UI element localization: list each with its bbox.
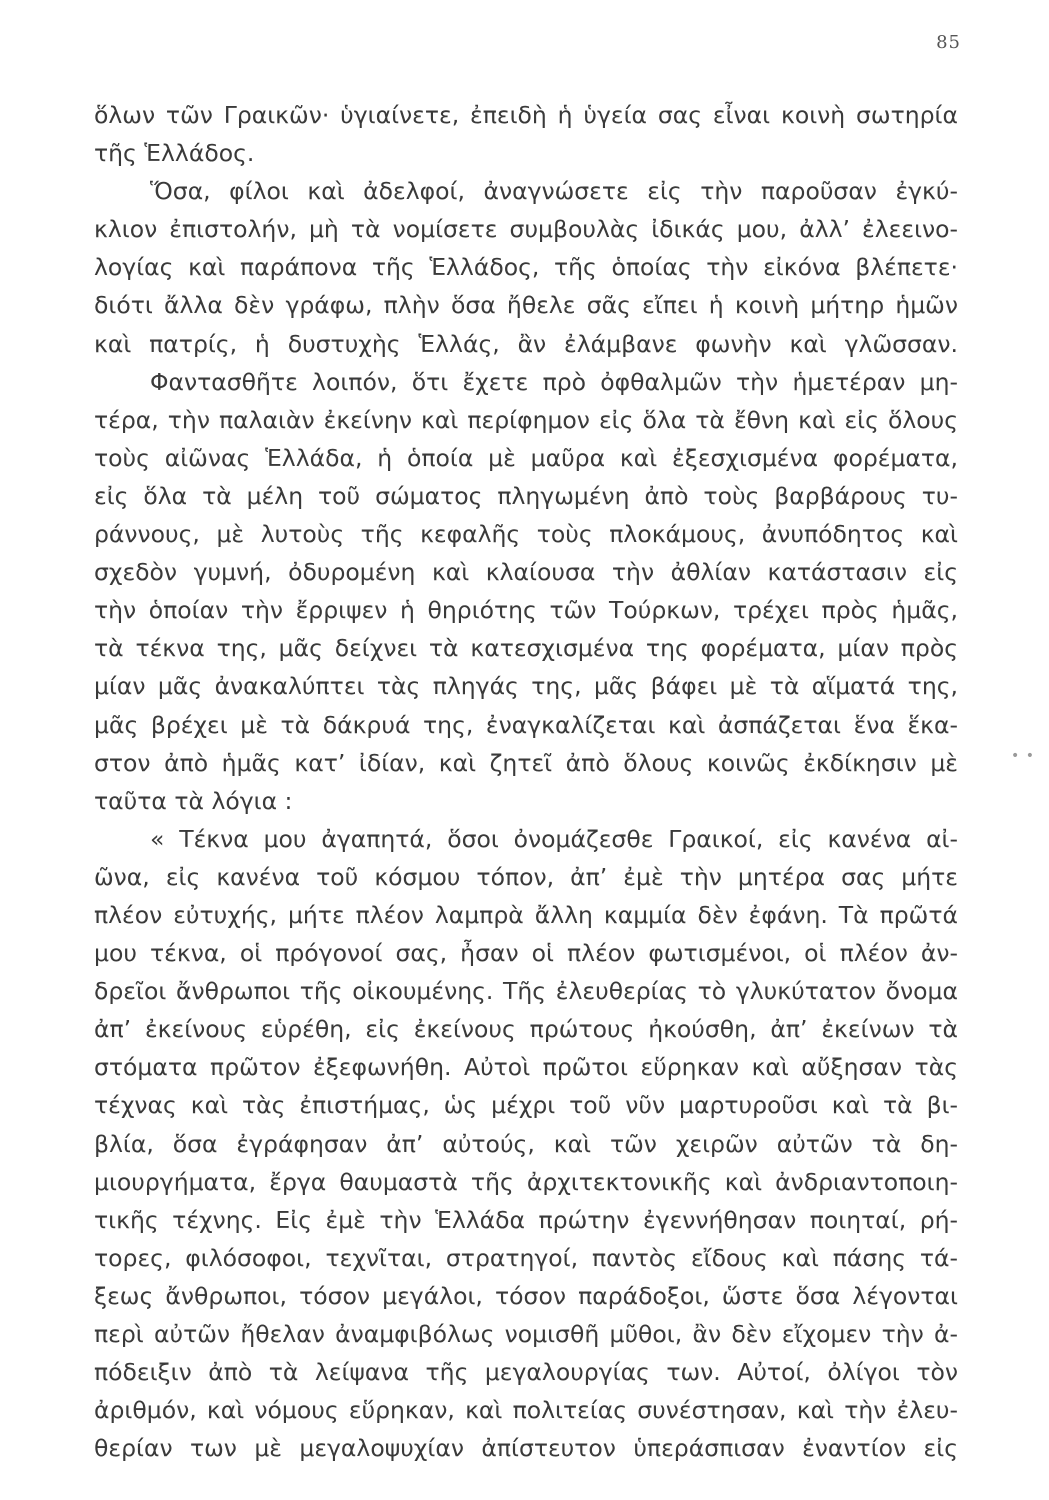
margin-mark: • • xyxy=(1011,748,1035,764)
text-line: θερίαν των μὲ μεγαλοψυχίαν ἀπίστευτον ὑπεράσπισαν ἐναντίον εἰς xyxy=(94,1434,958,1463)
text-line: τέρα, τὴν παλαιὰν ἐκείνην καὶ περίφημον εἰς ὅλα τὰ ἔθνη καὶ εἰς ὅλους xyxy=(94,405,958,434)
text-line: μᾶς βρέχει μὲ τὰ δάκρυά της, ἐναγκαλίζεται καὶ ἀσπάζεται ἕνα ἕκα- xyxy=(94,710,958,739)
text-line: τικῆς τέχνης. Εἰς ἐμὲ τὴν Ἑλλάδα πρώτην ἐγεννήθησαν ποιηταί, ρή- xyxy=(94,1205,958,1234)
text-line: ὅλων τῶν Γραικῶν· ὑγιαίνετε, ἐπειδὴ ἡ ὑγεία σας εἶναι κοινὴ σωτηρία xyxy=(94,101,958,129)
text-line: τὴν ὁποίαν τὴν ἔρριψεν ἡ θηριότης τῶν Τούρκων, τρέχει πρὸς ἡμᾶς, xyxy=(94,596,958,625)
text-line: περὶ αὐτῶν ἤθελαν ἀναμφιβόλως νομισθῆ μῦθοι, ἂν δὲν εἴχομεν τὴν ἀ- xyxy=(94,1320,958,1348)
text-line: διότι ἄλλα δὲν γράφω, πλὴν ὅσα ἤθελε σᾶς εἴπει ἡ κοινὴ μήτηρ ἡμῶν xyxy=(94,291,958,320)
text-line: πλέον εὐτυχής, μήτε πλέον λαμπρὰ ἄλλη καμμία δὲν ἐφάνη. Τὰ πρῶτά xyxy=(94,900,958,929)
text-line: τῆς Ἑλλάδος. xyxy=(94,139,255,168)
body-text xyxy=(94,96,958,1467)
text-line: τέχνας καὶ τὰς ἐπιστήμας, ὡς μέχρι τοῦ νῦν μαρτυροῦσι καὶ τὰ βι- xyxy=(94,1091,958,1120)
text-line: καὶ πατρίς, ἡ δυστυχὴς Ἑλλάς, ἂν ἐλάμβανε φωνὴν καὶ γλῶσσαν. xyxy=(94,329,958,358)
text-line: Ὅσα, φίλοι καὶ ἀδελφοί, ἀναγνώσετε εἰς τὴν παροῦσαν ἐγκύ- xyxy=(150,177,958,206)
text-line: λογίας καὶ παράπονα τῆς Ἑλλάδος, τῆς ὁποίας τὴν εἰκόνα βλέπετε· xyxy=(94,253,958,282)
text-line: ἀπ’ ἐκείνους εὑρέθη, εἰς ἐκείνους πρώτους ἠκούσθη, ἀπ’ ἐκείνων τὰ xyxy=(94,1015,958,1044)
text-line: ἀριθμόν, καὶ νόμους εὕρηκαν, καὶ πολιτείας συνέστησαν, καὶ τὴν ἐλευ- xyxy=(94,1396,958,1425)
text-line: ῶνα, εἰς κανένα τοῦ κόσμου τόπον, ἀπ’ ἐμὲ τὴν μητέρα σας μήτε xyxy=(94,862,958,891)
text-line: δρεῖοι ἄνθρωποι τῆς οἰκουμένης. Τῆς ἐλευθερίας τὸ γλυκύτατον ὄνομα xyxy=(94,977,958,1006)
text-line: ξεως ἄνθρωποι, τόσον μεγάλοι, τόσον παράδοξοι, ὥστε ὅσα λέγονται xyxy=(94,1281,958,1310)
text-line: πόδειξιν ἀπὸ τὰ λείψανα τῆς μεγαλουργίας των. Αὐτοί, ὀλίγοι τὸν xyxy=(94,1358,958,1387)
text-line: τορες, φιλόσοφοι, τεχνῖται, στρατηγοί, παντὸς εἴδους καὶ πάσης τά- xyxy=(94,1243,958,1272)
text-line: τὰ τέκνα της, μᾶς δείχνει τὰ κατεσχισμένα της φορέματα, μίαν πρὸς xyxy=(94,634,958,663)
text-line: στόματα πρῶτον ἐξεφωνήθη. Αὐτοὶ πρῶτοι εὕρηκαν καὶ αὔξησαν τὰς xyxy=(94,1053,958,1082)
text-line: εἰς ὅλα τὰ μέλη τοῦ σώματος πληγωμένη ἀπὸ τοὺς βαρβάρους τυ- xyxy=(94,481,958,510)
text-line: σχεδὸν γυμνή, ὀδυρομένη καὶ κλαίουσα τὴν ἀθλίαν κατάστασιν εἰς xyxy=(94,558,958,587)
text-line: μίαν μᾶς ἀνακαλύπτει τὰς πληγάς της, μᾶς βάφει μὲ τὰ αἵματά της, xyxy=(94,672,958,701)
text-line: κλιον ἐπιστολήν, μὴ τὰ νομίσετε συμβουλὰς ἰδικάς μου, ἀλλ’ ἐλεεινο- xyxy=(94,215,958,244)
text-line: « Τέκνα μου ἀγαπητά, ὅσοι ὀνομάζεσθε Γραικοί, εἰς κανένα αἰ- xyxy=(150,824,958,853)
text-line: Φαντασθῆτε λοιπόν, ὅτι ἔχετε πρὸ ὀφθαλμῶν τὴν ἡμετέραν μη- xyxy=(150,367,958,396)
text-line: μου τέκνα, οἱ πρόγονοί σας, ἦσαν οἱ πλέον φωτισμένοι, οἱ πλέον ἀν- xyxy=(94,939,958,968)
text-line: ταῦτα τὰ λόγια : xyxy=(94,786,293,815)
text-line: τοὺς αἰῶνας Ἑλλάδα, ἡ ὁποία μὲ μαῦρα καὶ ἐξεσχισμένα φορέματα, xyxy=(94,443,958,472)
text-line: ράννους, μὲ λυτοὺς τῆς κεφαλῆς τοὺς πλοκάμους, ἀνυπόδητος καὶ xyxy=(94,520,958,549)
text-line: βλία, ὅσα ἐγράφησαν ἀπ’ αὐτούς, καὶ τῶν χειρῶν αὐτῶν τὰ δη- xyxy=(94,1129,958,1158)
text-line: στον ἀπὸ ἡμᾶς κατ’ ἰδίαν, καὶ ζητεῖ ἀπὸ ὅλους κοινῶς ἐκδίκησιν μὲ xyxy=(94,748,958,777)
page-number: 85 xyxy=(936,32,961,53)
text-line: μιουργήματα, ἔργα θαυμαστὰ τῆς ἀρχιτεκτονικῆς καὶ ἀνδριαντοποιη- xyxy=(94,1167,958,1196)
